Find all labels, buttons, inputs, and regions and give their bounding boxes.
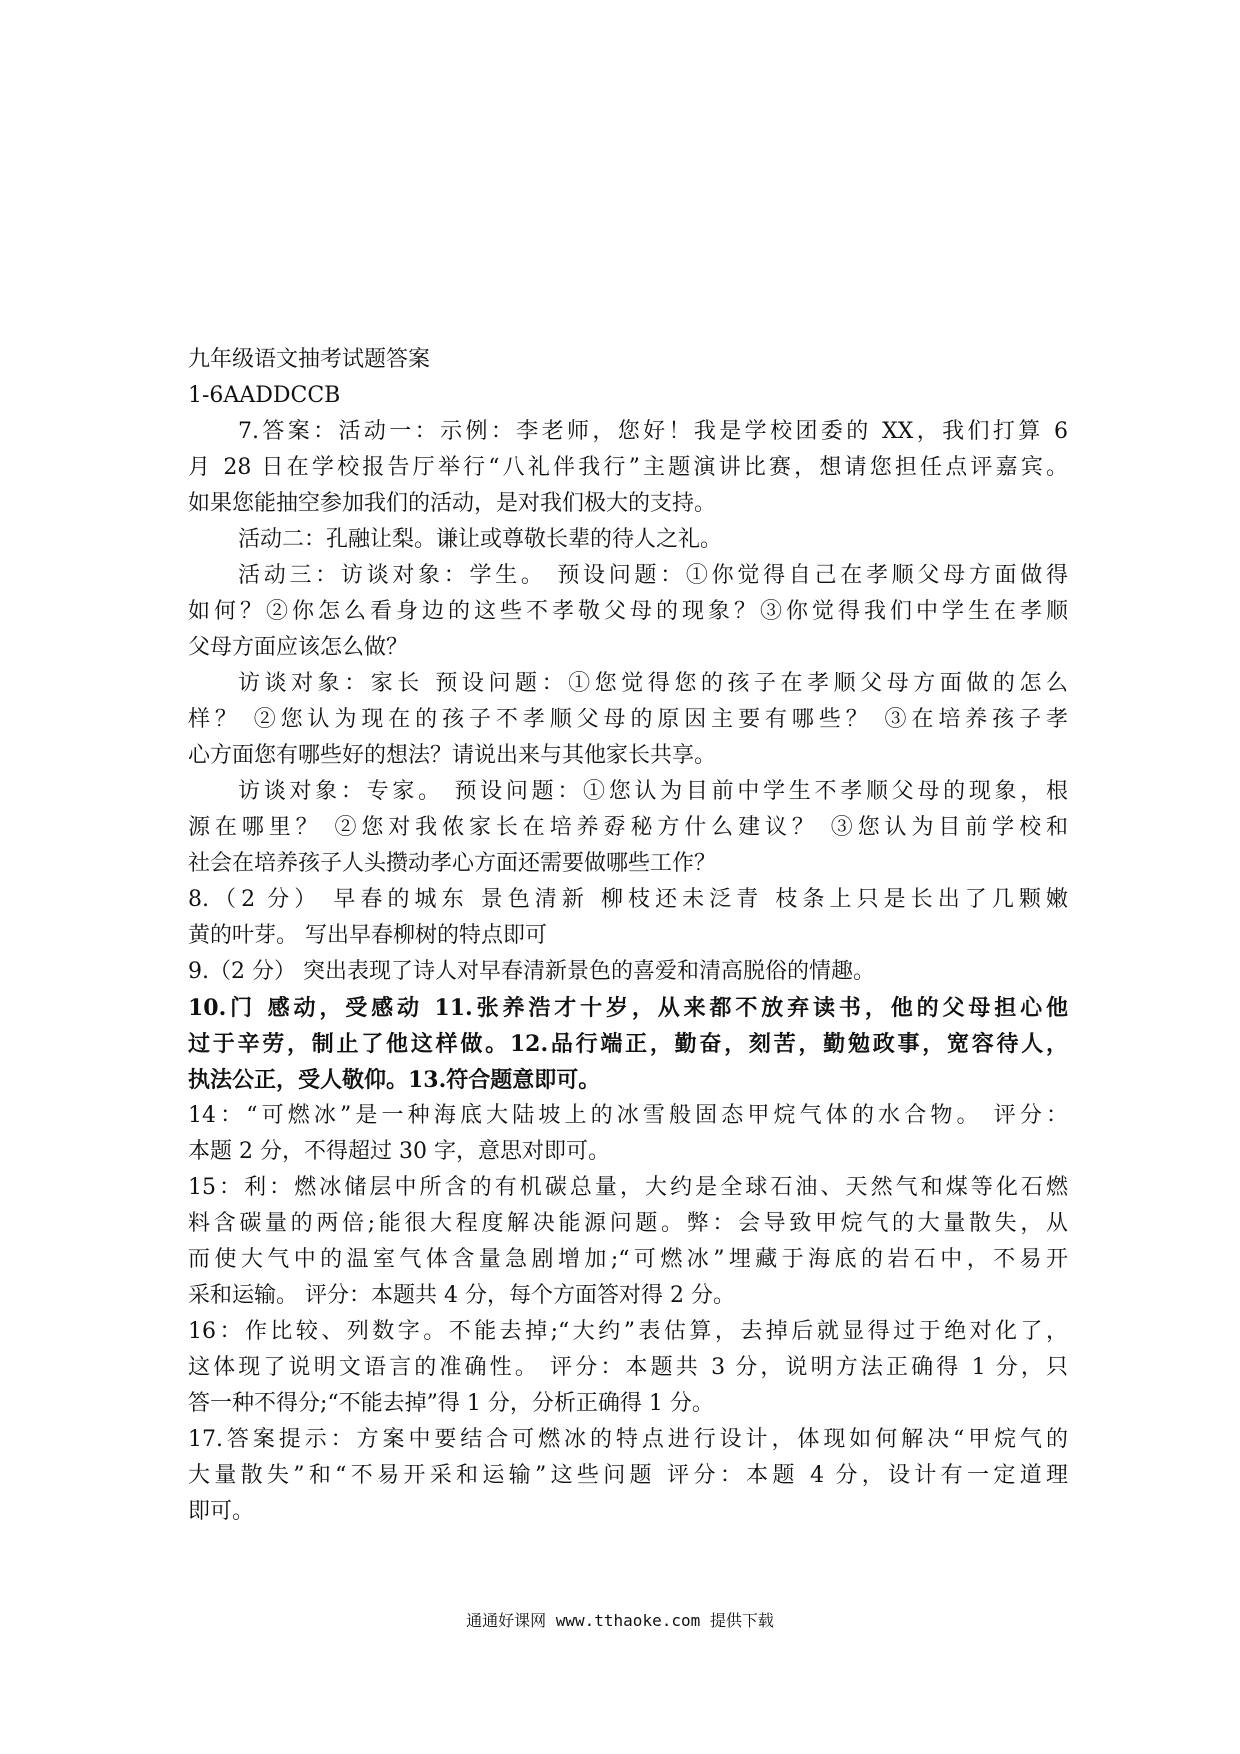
q7-line: 月 28 日在学校报告厅举行“八礼伴我行”主题演讲比赛，想请您担任点评嘉宾。: [188, 455, 1068, 480]
q7-line: 社会在培养孩子人头攒动孝心方面还需要做哪些工作？: [188, 851, 717, 876]
q7-line: 如何？②你怎么看身边的这些不孝敬父母的现象？③你觉得我们中学生在孝顺: [188, 599, 1068, 624]
q7-line: 访谈对象：家长 预设问题：①您觉得您的孩子在孝顺父母方面做的怎么: [238, 671, 1068, 696]
q15-line: 而使大气中的温室气体含量急剧增加;“可燃冰”埋藏于海底的岩石中，不易开: [188, 1247, 1068, 1272]
q15-line: 料含碳量的两倍;能很大程度解决能源问题。弊：会导致甲烷气的大量散失，从: [188, 1211, 1068, 1236]
q14-line: 本题 2 分，不得超过 30 字，意思对即可。: [188, 1139, 610, 1164]
q16-line: 答一种不得分;“不能去掉”得 1 分，分析正确得 1 分。: [188, 1391, 714, 1416]
q7-line: 活动三：访谈对象：学生。 预设问题：①你觉得自己在孝顺父母方面做得: [238, 563, 1068, 588]
footer-credit: 通通好课网 www.tthaoke.com 提供下载: [466, 1611, 774, 1630]
mc-answers: 1-6AADDCCB: [188, 383, 341, 408]
q14-line: 14：“可燃冰”是一种海底大陆坡上的冰雪般固态甲烷气体的水合物。 评分：: [188, 1103, 1068, 1128]
q10-13-line: 过于辛劳，制止了他这样做。12.品行端正，勤奋，刻苦，勤勉政事，宽容待人，: [188, 1031, 1068, 1057]
q7-line: 如果您能抽空参加我们的活动，是对我们极大的支持。: [188, 491, 717, 516]
q7-line: 样？ ②您认为现在的孩子不孝顺父母的原因主要有哪些？ ③在培养孩子孝: [188, 707, 1068, 732]
q17-line: 17.答案提示：方案中要结合可燃冰的特点进行设计，体现如何解决“甲烷气的: [188, 1427, 1068, 1452]
q16-line: 这体现了说明文语言的准确性。 评分：本题共 3 分，说明方法正确得 1 分，只: [188, 1355, 1068, 1380]
q17-line: 即可。: [188, 1499, 255, 1524]
q7-line: 访谈对象：专家。 预设问题：①您认为目前中学生不孝顺父母的现象，根: [238, 779, 1068, 804]
q9-line: 9.（2 分） 突出表现了诗人对早春清新景色的喜爱和清高脱俗的情趣。: [188, 959, 875, 984]
q7-line: 活动二：孔融让梨。谦让或尊敬长辈的待人之礼。: [238, 527, 723, 552]
q15-line: 15：利：燃冰储层中所含的有机碳总量，大约是全球石油、天然气和煤等化石燃: [188, 1175, 1068, 1200]
q8-line: 黄的叶芽。 写出早春柳树的特点即可: [188, 923, 547, 948]
q7-line: 父母方面应该怎么做？: [188, 635, 409, 660]
q10-13-line: 执法公正，受人敬仰。13.符合题意即可。: [188, 1067, 601, 1093]
q17-line: 大量散失”和“不易开采和运输”这些问题 评分：本题 4 分，设计有一定道理: [188, 1463, 1068, 1488]
q16-line: 16：作比较、列数字。不能去掉;“大约”表估算，去掉后就显得过于绝对化了，: [188, 1319, 1068, 1344]
q7-line: 7.答案：活动一：示例：李老师，您好！我是学校团委的 XX，我们打算 6: [238, 419, 1068, 444]
q7-line: 心方面您有哪些好的想法？请说出来与其他家长共享。: [188, 743, 717, 768]
document-title: 九年级语文抽考试题答案: [188, 347, 431, 372]
q8-line: 8.（2 分） 早春的城东 景色清新 柳枝还未泛青 枝条上只是长出了几颗嫩: [188, 887, 1068, 912]
q15-line: 采和运输。 评分：本题共 4 分，每个方面答对得 2 分。: [188, 1283, 735, 1308]
q7-line: 源在哪里？ ②您对我侬家长在培养孬秘方什么建议？ ③您认为目前学校和: [188, 815, 1068, 840]
q10-13-line: 10.门 感动，受感动 11.张养浩才十岁，从来都不放弃读书，他的父母担心他: [188, 995, 1068, 1021]
